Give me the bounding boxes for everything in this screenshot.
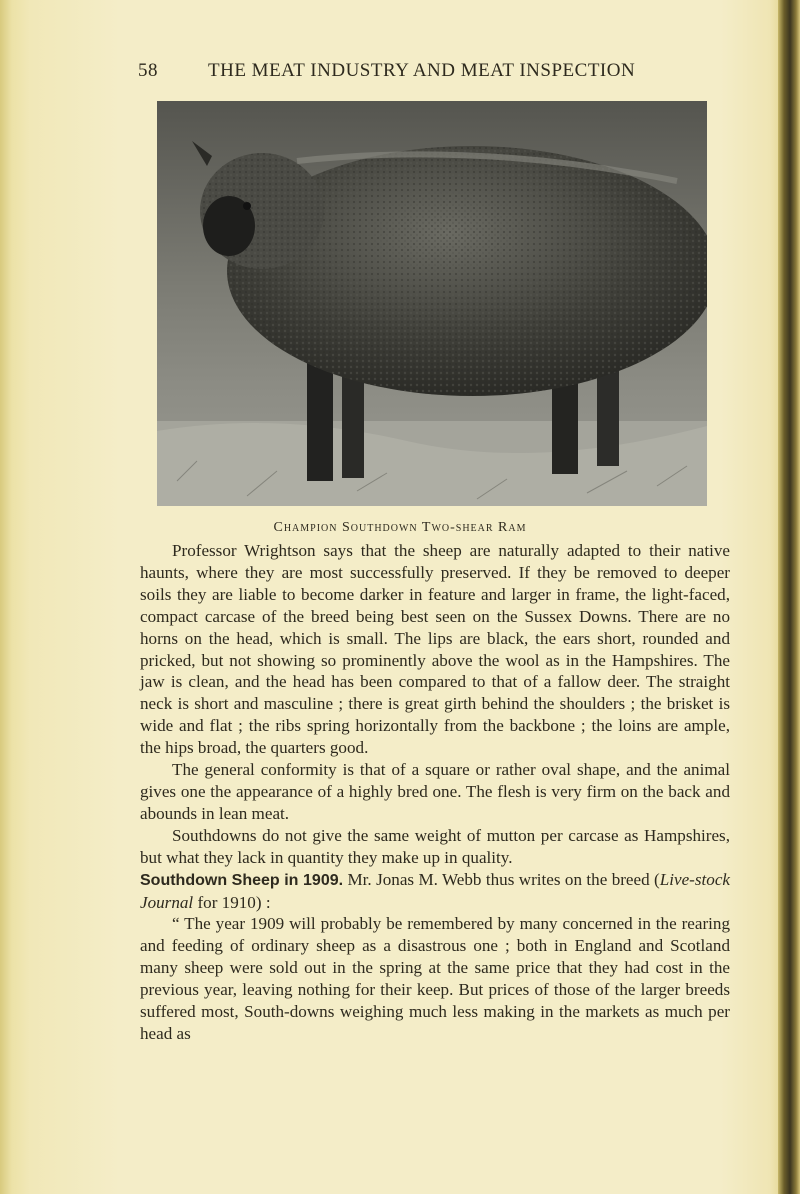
- running-head: [138, 60, 678, 82]
- paragraph-3: Southdowns do not give the same weight of mutton per carcase as Hampshires, but what they lack in quantity they make up in quality.: [140, 825, 730, 867]
- side-heading: Southdown Sheep in 1909.: [140, 871, 344, 889]
- ram-photograph: [157, 101, 707, 506]
- running-title: THE MEAT INDUSTRY AND MEAT INSPECTION: [208, 60, 636, 81]
- journal-title: Live-stock Journal: [140, 869, 730, 912]
- paragraph-1: Professor Wrightson says that the sheep are naturally adapted to their native haunts, where they are most successfully preserved. If they be removed to deeper soils they are liable to become darker in feature and larger in frame, the light-faced, compact carcase of the breed being best seen on the Sussex Downs. There are no horns on the head, which is small. The lips are black, the ears short, rounded and pricked, but not showing so prominently above the wool as in the Hampshires. The jaw is clean, and the head has been compared to that of a fallow deer. The straight neck is short and masculine ; there is great girth behind the shoulders ; the brisket is wide and flat ; the ribs spring horizontally from the backbone ; the loins are ample, the hips broad, the quarters good.: [140, 541, 730, 758]
- ram-illustration: [157, 101, 707, 506]
- paragraph-4-tail: for 1910) :: [193, 892, 271, 912]
- paragraph-4-text: Mr. Jonas M. Webb thus writes on the breed (: [347, 869, 660, 889]
- paragraph-5: “ The year 1909 will probably be remembered by many concerned in the rearing and feeding of ordinary sheep as a disastrous one ; both in England and Scotland many sheep were sold out in the spring at the same price that they had cost in the previous year, leaving nothing for their keep. But prices of those of the larger breeds suffered most, South-downs weighing much less making in the markets as much per head as: [140, 914, 730, 1043]
- book-binding: [778, 0, 800, 1194]
- figure-caption: Champion Southdown Two-shear Ram: [273, 520, 527, 535]
- body-text: [140, 540, 730, 1045]
- page-number: 58: [138, 60, 158, 81]
- paragraph-2: The general conformity is that of a square or rather oval shape, and the animal gives one the appearance of a highly bred one. The flesh is very firm on the back and abounds in lean meat.: [140, 760, 730, 823]
- page-left-edge: [0, 0, 12, 1194]
- paragraph-4: [140, 869, 730, 914]
